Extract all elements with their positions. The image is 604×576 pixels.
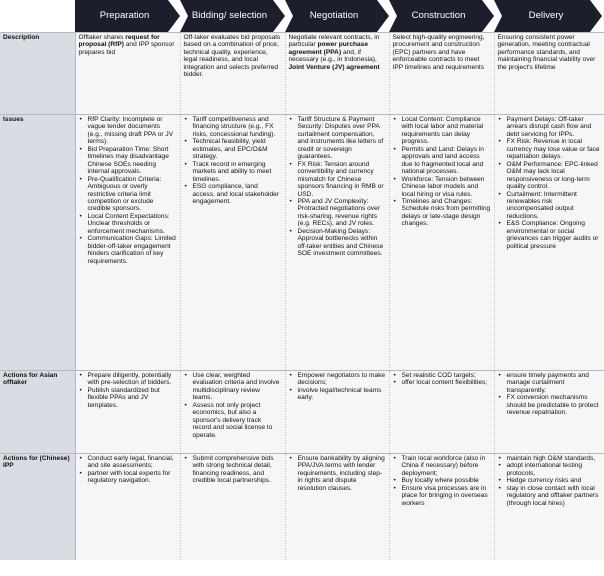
description-emphasis: power purchase agreement (PPA): [288, 41, 369, 56]
issues-cell: [389, 115, 494, 371]
phase-chevron-delivery: [494, 0, 604, 33]
bullet-list: [289, 372, 386, 402]
description-text: and, if necessary (e.g., in Indonesia),: [288, 48, 377, 64]
phase-label: Preparation: [99, 10, 150, 21]
description-text: Off-taker evaluates bid proposals based on a combination of price, technical quality, experience, legal readiness, and local integration and selects preferred bidder.: [183, 34, 281, 79]
actions-asian-offtaker-row: [0, 371, 604, 454]
bullet-item: • Local Content: Compliance with local labor and material requirements can delay progress.: [402, 116, 491, 146]
issues-cell: [285, 115, 389, 371]
bullet-list: [79, 372, 177, 409]
description-cell: [494, 33, 604, 115]
bullet-item: • FX conversion mechanisms should be predictable to protect revenue repatriation.: [507, 394, 602, 416]
bullet-item: • Train local workforce (also in China if necessary) before deployment;: [402, 455, 491, 477]
bullet-item: • PPA and JV Complexity: Protracted negotiations over risk-sharing, revenue rights (e.g. RECs), and JV roles.: [298, 198, 386, 228]
bullet-item: • partner with local experts for regulatory navigation.: [88, 470, 177, 485]
bullet-item: • Workforce: Tension between Chinese labor models and local hiring or visa rules.: [402, 176, 491, 198]
bullet-item: • ensure timely payments and manage curtailment transparently.: [507, 372, 602, 394]
bullet-item: • Empower negotiators to make decisions;: [298, 372, 386, 387]
phase-chevron-construction: [389, 0, 494, 33]
phase-label: Construction: [411, 10, 466, 21]
corner-cell: [0, 0, 75, 33]
bullet-item: • Payment Delays: Off-taker arrears disrupt cash flow and debt servicing for IPPs.: [507, 116, 602, 138]
actions-ipp-row: [0, 454, 604, 561]
bullet-list: [498, 116, 602, 250]
phase-label: Bidding/ selection: [191, 10, 268, 21]
bullet-list: [393, 455, 491, 507]
bullet-list: [393, 372, 491, 387]
actions-ipp-cell: [180, 454, 285, 561]
description-cell: [180, 33, 285, 115]
phase-label: Delivery: [528, 10, 564, 21]
bullet-list: [289, 455, 386, 492]
actions-asian-cell: [494, 371, 604, 454]
bullet-item: • Use clear, weighted evaluation criteria and involve multidisciplinary review teams.: [193, 372, 282, 402]
row-header-issues: Issues: [0, 115, 75, 371]
phase-header-row: [0, 0, 604, 33]
row-header-actions-ipp: Actions for (Chinese) IPP: [0, 454, 75, 561]
bullet-item: • Prepare diligently, potentially with pre-selection of bidders.: [88, 372, 177, 387]
bullet-item: • maintain high O&M standards,: [507, 455, 602, 462]
bullet-list: [184, 455, 282, 485]
bullet-item: • adopt international testing protocols,: [507, 462, 602, 477]
bullet-item: • stay in close contact with local regulatory and offtaker partners (through local hires): [507, 485, 602, 507]
description-text: Negotiate relevant contracts, in particular: [288, 34, 380, 49]
bullet-item: • offer local content flexibilities;: [402, 379, 491, 386]
actions-ipp-cell: [389, 454, 494, 561]
bullet-item: • Set realistic COD targets;: [402, 372, 491, 379]
issues-row: [0, 115, 604, 371]
bullet-item: • Permits and Land: Delays in approvals and land access due to fragmented local and national processes.: [402, 146, 491, 176]
bullet-item: • Bid Preparation Time: Short timelines may disadvantage Chinese SOEs needing internal approvals.: [88, 146, 177, 176]
bullet-item: • Hedge currency risks and: [507, 477, 602, 484]
bullet-list: [498, 372, 602, 417]
actions-ipp-cell: [494, 454, 604, 561]
bullet-list: [498, 455, 602, 507]
phase-chevron-negotiation: [285, 0, 389, 33]
bullet-list: [393, 116, 491, 228]
bullet-item: • O&M Performance: EPC-linked O&M may lack local responsiveness or long-term quality control.: [507, 161, 602, 191]
description-text: and IPP sponsor prepares bid: [78, 41, 175, 56]
bullet-item: • FX Risk: Tension around convertibility and currency mismatch for Chinese sponsors financing in RMB or USD.: [298, 161, 386, 198]
bullet-item: • FX Risk: Revenue in local currency may lose value or face repatriation delays.: [507, 138, 602, 160]
bullet-item: • Buy locally where possible: [402, 477, 491, 484]
phase-chevron-bidding: [180, 0, 285, 33]
bullet-item: • E&S Compliance: Ongoing environmental or social grievances can trigger audits or political pressure: [507, 220, 602, 250]
issues-cell: [75, 115, 180, 371]
actions-asian-cell: [75, 371, 180, 454]
row-header-actions-asian: Actions for Asian offtaker: [0, 371, 75, 454]
bullet-item: • Tariff competitiveness and financing structure (e.g., FX risks, concessional funding).: [193, 116, 282, 138]
bullet-item: • involve legal/technical teams early.: [298, 387, 386, 402]
bullet-list: [79, 116, 177, 265]
bullet-item: • Publish standardized but flexible PPAs and JV templates.: [88, 387, 177, 409]
actions-asian-cell: [285, 371, 389, 454]
description-cell: [75, 33, 180, 115]
row-header-description: Description: [0, 33, 75, 115]
phase-chevron-preparation: [75, 0, 180, 33]
description-emphasis: Joint Venture (JV) agreement: [288, 63, 380, 71]
issues-cell: [494, 115, 604, 371]
bullet-list: [184, 372, 282, 439]
description-text: Ensuring consistent power generation, meeting contractual performance standards, and maintaining financial viability over the project's lifetime: [497, 34, 596, 71]
bullet-item: • Ensure bankability by aligning PPA/JVA terms with lender requirements, including step-in rights and dispute resolution clauses.: [298, 455, 386, 492]
bullet-item: • Local Content Expectations: Unclear thresholds or enforcement mechanisms.: [88, 213, 177, 235]
bullet-item: • Tariff Structure & Payment Security: Disputes over PPA curtailment compensation, and instruments like letters of credit or sovereign guarantees.: [298, 116, 386, 161]
actions-ipp-cell: [285, 454, 389, 561]
bullet-item: • Communication Gaps: Limited bidder-off-taker engagement hinders clarification of key requirements.: [88, 235, 177, 265]
bullet-item: • Decision-Making Delays: Approval bottlenecks within off-taker entities and Chinese SOE investment committees.: [298, 228, 386, 258]
bullet-item: • Assess not only project economics, but also a sponsor's delivery track record and social license to operate.: [193, 402, 282, 439]
bullet-item: • Submit comprehensive bids with strong technical detail, financing readiness, and credible local partnerships.: [193, 455, 282, 485]
description-cell: [285, 33, 389, 115]
phase-label: Negotiation: [309, 10, 359, 21]
bullet-item: • RfP Clarity: Incomplete or vague tender documents (e.g., missing draft PPA or JV terms).: [88, 116, 177, 146]
bullet-list: [79, 455, 177, 485]
description-row: [0, 33, 604, 115]
description-cell: [389, 33, 494, 115]
bullet-item: • Timelines and Changes: Schedule risks from permitting delays or late-stage design changes.: [402, 198, 491, 228]
bullet-item: • ESG compliance, land access, and local stakeholder engagement.: [193, 183, 282, 205]
bullet-list: [184, 116, 282, 205]
issues-cell: [180, 115, 285, 371]
actions-ipp-cell: [75, 454, 180, 561]
description-emphasis: request for proposal (RfP): [78, 34, 160, 49]
bullet-item: • Ensure visa processes are in place for bringing in overseas workers: [402, 485, 491, 507]
description-text: Offtaker shares: [78, 34, 126, 41]
actions-asian-cell: [180, 371, 285, 454]
bullet-item: • Technical feasibility, yield estimates, and EPC/O&M strategy.: [193, 138, 282, 160]
actions-asian-cell: [389, 371, 494, 454]
bullet-list: [289, 116, 386, 258]
bullet-item: • Pre-Qualification Criteria: Ambiguous or overly restrictive criteria limit competition or exclude credible sponsors.: [88, 176, 177, 213]
bullet-item: • Curtailment: Intermittent renewables risk uncompensated output reductions.: [507, 191, 602, 221]
bullet-item: • Track record in emerging markets and ability to meet timelines.: [193, 161, 282, 183]
description-text: Select high-quality engineering, procurement and construction (EPC) partners and have enforceable contracts to meet IPP timelines and requirements: [392, 34, 485, 71]
bullet-item: • Conduct early legal, financial, and site assessments;: [88, 455, 177, 470]
